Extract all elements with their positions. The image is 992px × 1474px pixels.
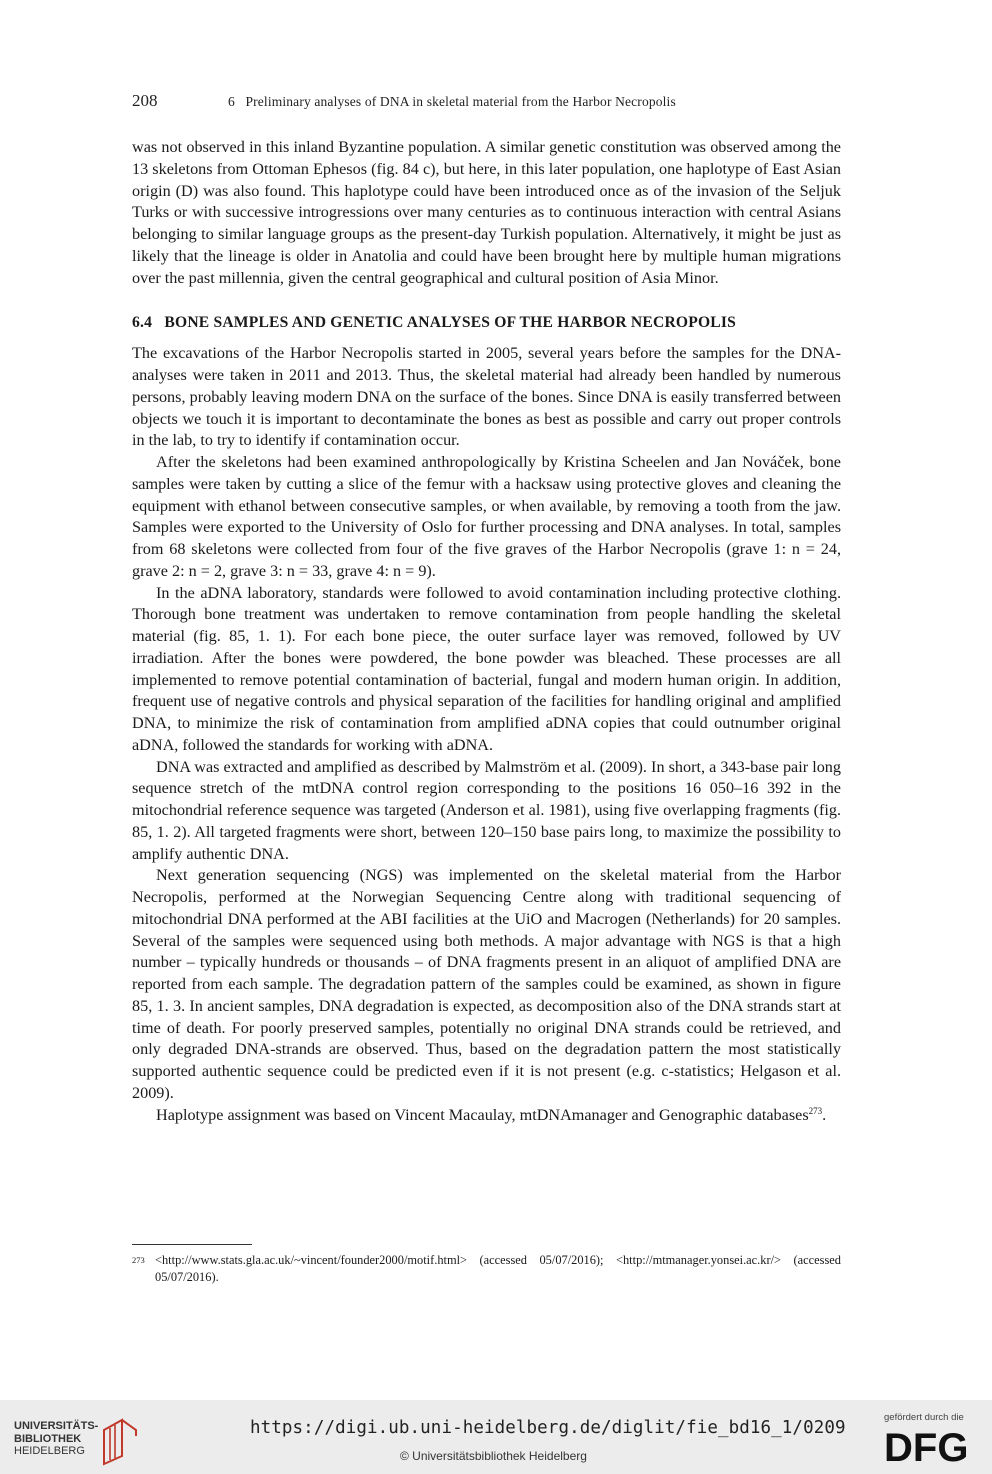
funding-label: gefördert durch die: [884, 1412, 964, 1423]
footnote-divider: [132, 1244, 252, 1245]
footnote: [132, 1252, 841, 1286]
running-title: 6 Preliminary analyses of DNA in skeletal material from the Harbor Necropolis: [228, 94, 676, 109]
page-number: 208: [132, 91, 158, 110]
footnote-number: 273: [132, 1255, 145, 1265]
library-name: [14, 1420, 98, 1458]
paragraph: was not observed in this inland Byzantine population. A similar genetic constitution was observed among the 13 skeletons from Ottoman Ephesos (fig. 84 c), but here, in this later population, one haplotype of East Asian origin (D) was also found. This haplotype could have been introduced once as of the invasion of the Seljuk Turks or with successive introgressions over many centuries as to continuous interaction with central Asians belonging to similar language groups as the present-day Turkish population. Alternatively, it might be just as likely that the lineage is older in Anatolia and could have been brought here by multiple human migrations over the past millennia, given the central geographical and cultural position of Asia Minor.: [132, 138, 841, 287]
dfg-logo-icon: [884, 1427, 978, 1465]
section-heading: 6.4 BONE SAMPLES AND GENETIC ANALYSES OF THE HARBOR NECROPOLIS: [132, 314, 737, 332]
library-name-line: UNIVERSITÄTS-: [14, 1420, 99, 1432]
library-logo[interactable]: [14, 1416, 144, 1466]
paragraph: Next generation sequencing (NGS) was implemented on the skeletal material from the Harbor Necropolis, performed at the Norwegian Sequencing Centre along with traditional sequencing of mitochondrial DNA performed at the ABI facilities at the UiO and Macrogen (Netherlands) for 20 samples. Several of the samples were sequenced using both methods. A major advantage with NGS is that a high number – typically hundreds or thousands – of DNA fragments present in an aliquot of amplified DNA are reported from each sample. The degradation pattern of the samples could be examined, as shown in figure 85, 1. 3. In ancient samples, DNA degradation is expected, as decomposition also of the DNA strands start at time of death. For poorly preserved samples, potentially no original DNA strands could be retrieved, and only degraded DNA-strands are observed. Thus, based on the degradation pattern the most statistically supported authentic sequence could be predicted even if it is not present (e.g. c-statistics; Helgason et al. 2009).: [132, 866, 841, 1102]
footnote-text[interactable]: <http://www.stats.gla.ac.uk/~vincent/founder2000/motif.html> (accessed 05/07/2016); <http://mtmanager.yonsei.ac.kr/> (accessed 05/07/2016).: [155, 1253, 841, 1284]
paragraph: After the skeletons had been examined anthropologically by Kristina Scheelen and Jan Nováček, bone samples were taken by cutting a slice of the femur with a hacksaw using protective gloves and cleaning the equipment with ethanol between consecutive samples, or when available, by removing a tooth from the jaw. Samples were exported to the University of Oslo for further processing and DNA analyses. In total, samples from 68 skeletons were collected from four of the five graves of the Harbor Necropolis (grave 1: n = 24, grave 2: n = 2, grave 3: n = 33, grave 4: n = 9).: [132, 453, 841, 580]
paragraph: [132, 1105, 841, 1127]
footnote-reference[interactable]: 273: [808, 1105, 823, 1116]
running-header: [132, 91, 842, 115]
paragraph-end: .: [822, 1105, 827, 1124]
copyright-notice: © Universitätsbibliothek Heidelberg: [400, 1449, 587, 1463]
main-text: [132, 137, 841, 1126]
funder-name: DFG: [884, 1427, 969, 1465]
paragraph-text: Haplotype assignment was based on Vincent Macaulay, mtDNAmanager and Genographic databases: [156, 1105, 809, 1124]
paragraph: DNA was extracted and amplified as described by Malmström et al. (2009). In short, a 343-base pair long sequence stretch of the mtDNA control region corresponding to the positions 16 050–16 392 in the mitochondrial reference sequence was targeted (Anderson et al. 1981), using five overlapping fragments (fig. 85, 1. 2). All targeted fragments were short, between 120–150 base pairs long, to maximize the possibility to amplify authentic DNA.: [132, 757, 841, 863]
permalink-url[interactable]: https://digi.ub.uni-heidelberg.de/diglit/fie_bd16_1/0209: [250, 1418, 846, 1438]
library-name-line: BIBLIOTHEK: [14, 1432, 82, 1445]
paragraph: In the aDNA laboratory, standards were followed to avoid contamination including protective clothing. Thorough bone treatment was undertaken to remove contamination from people handling the skeletal material (fig. 85, 1. 1). For each bone piece, the outer surface layer was removed, followed by UV irradiation. After the bones were powdered, the bone powder was bleached. These processes are all implemented to remove potential contamination of bacterial, fungal and modern human origin. In addition, frequent use of negative controls and physical separation of the facilities for handling original and amplified DNA, to minimize the risk of contamination from amplified aDNA copies that could outnumber original aDNA, followed the standards for working with aDNA.: [132, 583, 841, 754]
library-name-line: HEIDELBERG: [14, 1445, 85, 1457]
viewer-footer: [0, 1400, 992, 1474]
funder-logo[interactable]: [884, 1412, 980, 1468]
library-emblem-icon: [100, 1416, 140, 1466]
paragraph: The excavations of the Harbor Necropolis started in 2005, several years before the samples for the DNA-analyses were taken in 2011 and 2013. Thus, the skeletal material had already been handled by numerous persons, probably leaving modern DNA on the surface of the bones. Since DNA is easily transferred between objects we touch it is important to decontaminate the bones as best as possible and carry out proper controls in the lab, to try to identify if contamination occur.: [132, 344, 841, 450]
